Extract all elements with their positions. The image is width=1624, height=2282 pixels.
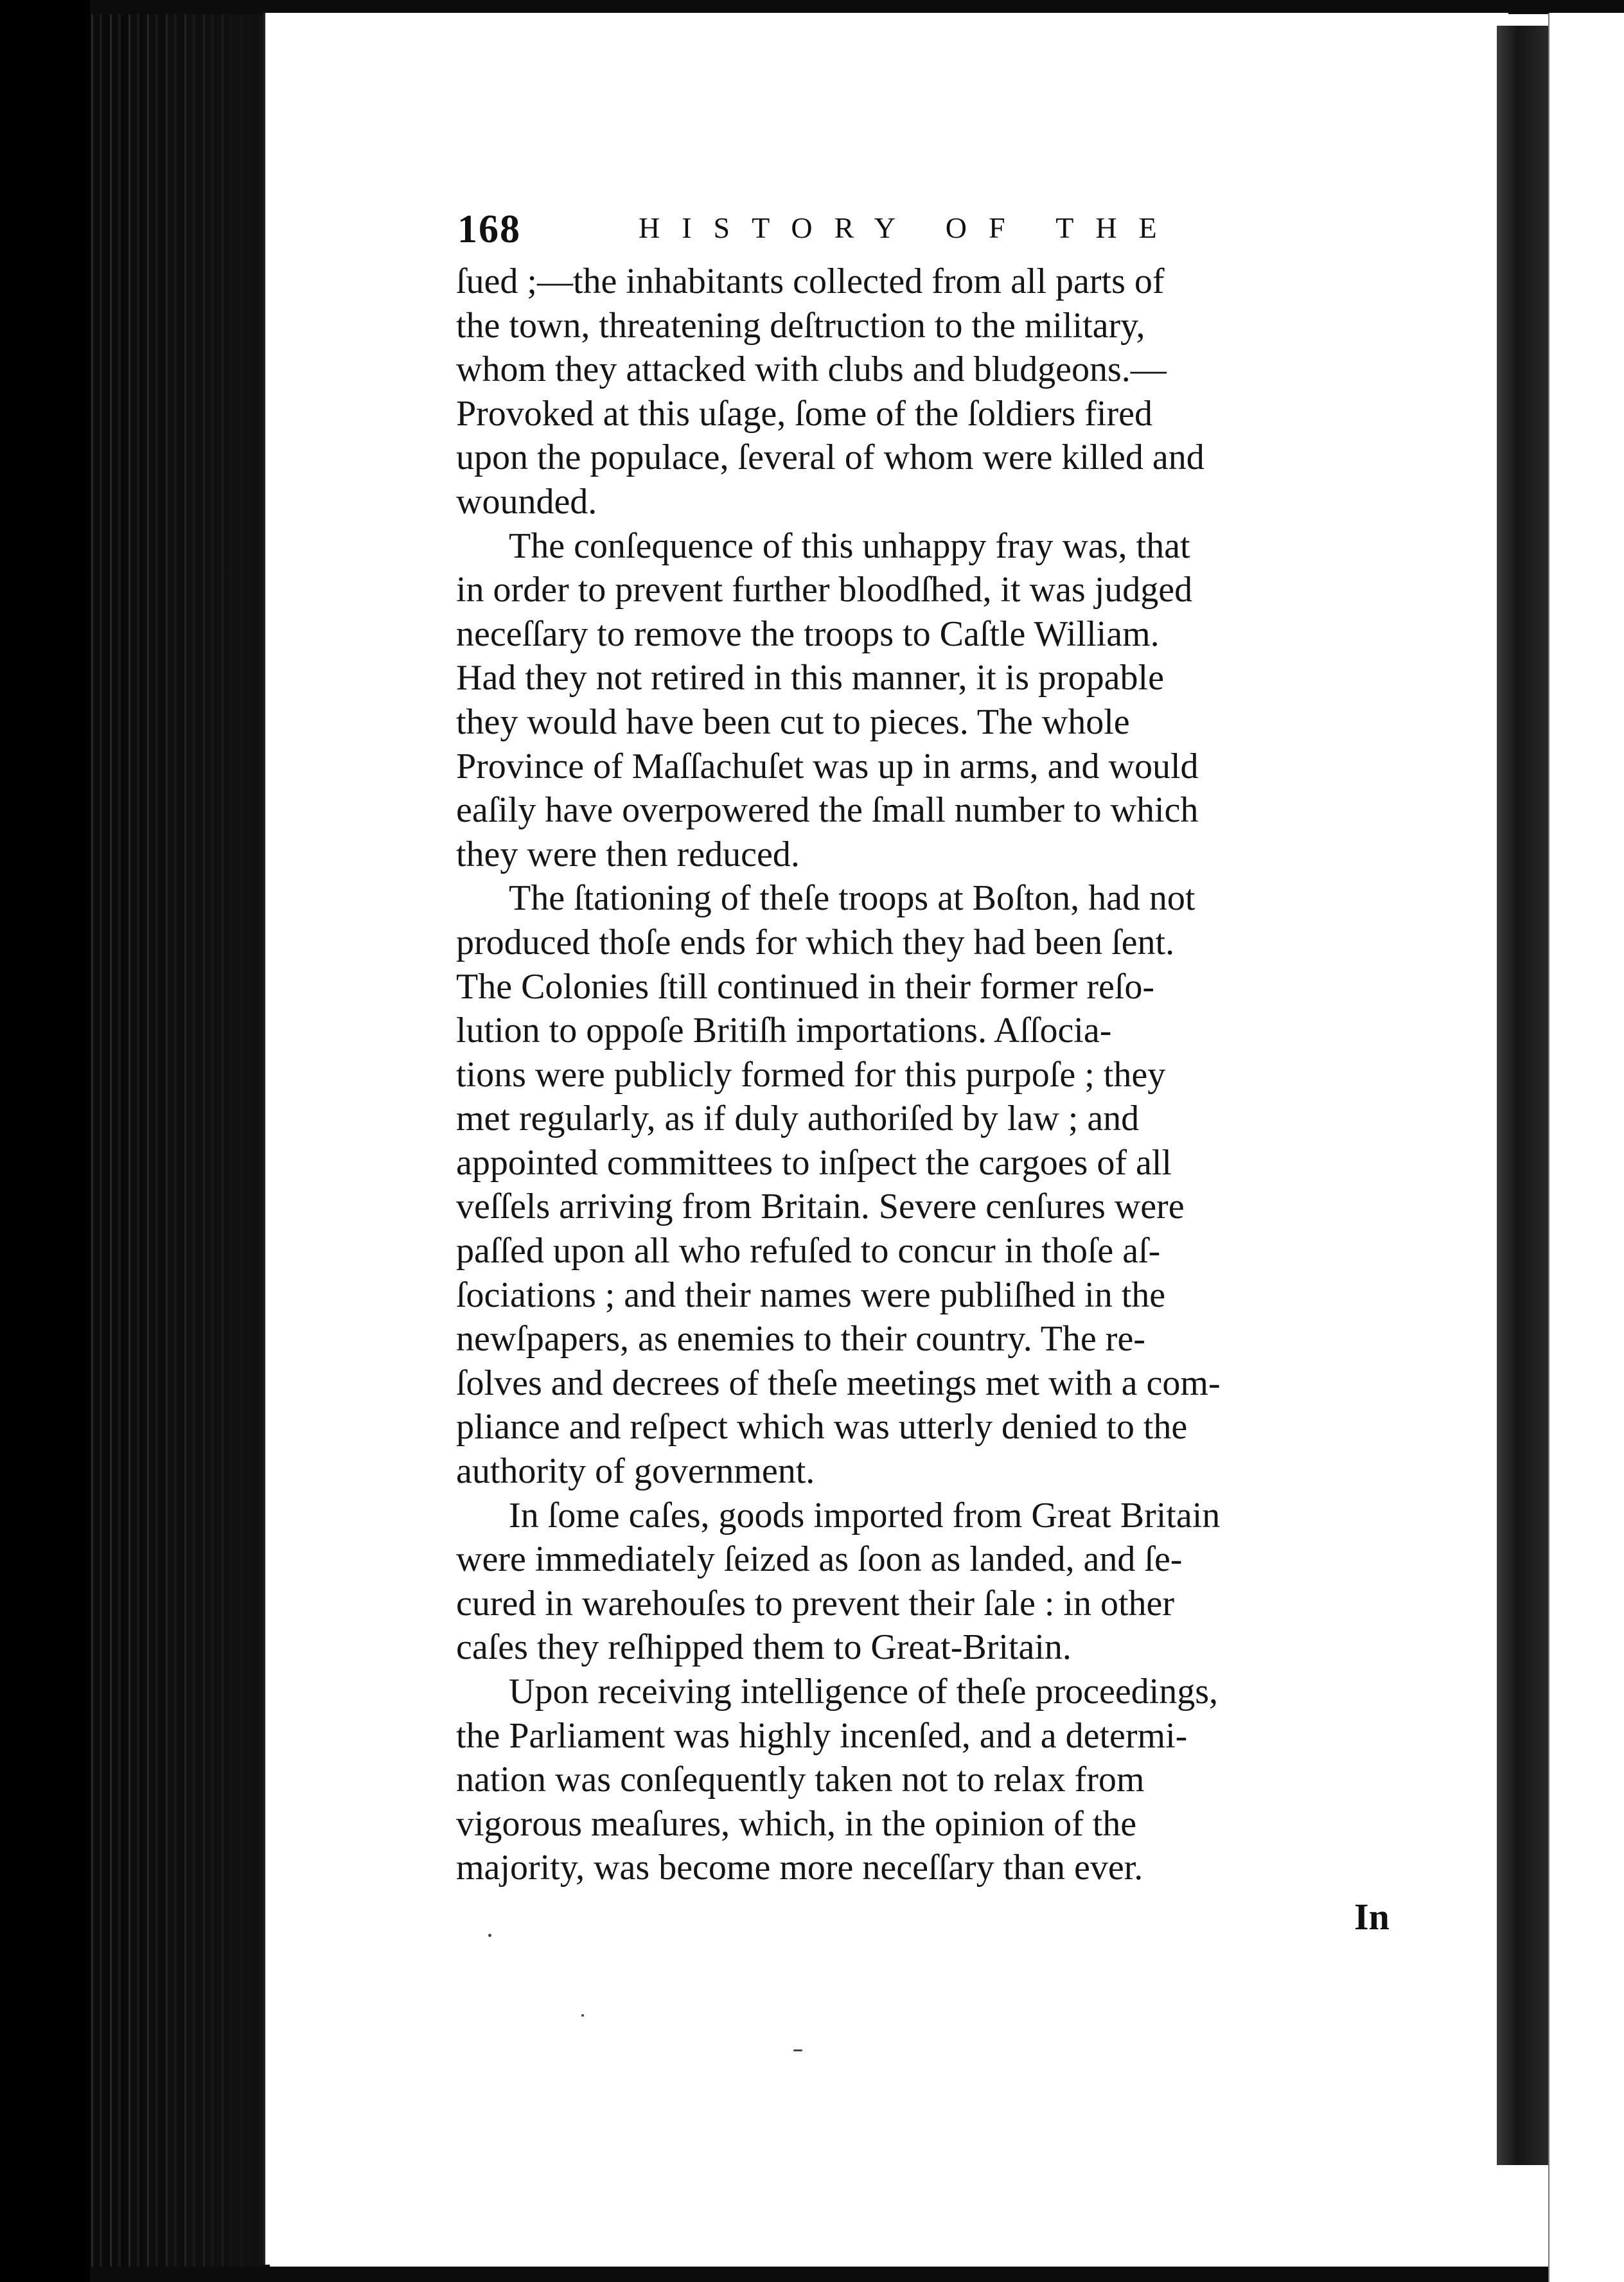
ink-speck: [581, 2014, 584, 2017]
text-line: in order to prevent further bloodſhed, it was judged: [456, 570, 1193, 610]
next-page-edge: [1548, 13, 1624, 2282]
text-line: Provoked at this uſage, ſome of the ſoldiers fired: [456, 393, 1152, 434]
paragraph-first-line: Upon receiving intelligence of theſe proceedings,: [509, 1672, 1219, 1712]
text-line: ſociations ; and their names were publiſhed in the: [456, 1275, 1166, 1315]
body-text: [456, 260, 1394, 1890]
text-line: appointed committees to inſpect the cargoes of all: [456, 1142, 1172, 1183]
ink-speck: [488, 1934, 491, 1937]
text-line: met regularly, as if duly authoriſed by law ; and: [456, 1099, 1140, 1139]
text-line: pliance and reſpect which was utterly denied to the: [456, 1407, 1188, 1447]
page-fore-edge: [1497, 26, 1548, 2165]
text-line: veſſels arriving from Britain. Severe cenſures were: [456, 1187, 1185, 1227]
text-line: the town, threatening deſtruction to the military,: [456, 305, 1145, 346]
catchword: In: [1354, 1896, 1390, 1938]
text-line: Province of Maſſachuſet was up in arms, and would: [456, 746, 1199, 786]
text-line: The Colonies ſtill continued in their former reſo-: [456, 966, 1155, 1007]
scan-background: [0, 0, 90, 2282]
text-line: neceſſary to remove the troops to Caſtle William.: [456, 614, 1160, 654]
text-line: whom they attacked with clubs and bludgeons.—: [456, 349, 1167, 390]
paragraph-first-line: The ſtationing of theſe troops at Boſton, had not: [509, 878, 1196, 919]
text-line: were immediately ſeized as ſoon as landed, and ſe-: [456, 1539, 1183, 1580]
text-line: paſſed upon all who refuſed to concur in thoſe aſ-: [456, 1231, 1161, 1271]
text-line: caſes they reſhipped them to Great-Britain.: [456, 1627, 1072, 1668]
text-line: they would have been cut to pieces. The whole: [456, 702, 1130, 742]
text-line: the Parliament was highly incenſed, and a determi-: [456, 1715, 1188, 1756]
text-line: nation was conſequently taken not to relax from: [456, 1760, 1145, 1800]
running-head: HISTORY OF THE: [639, 211, 1179, 244]
text-line: produced thoſe ends for which they had been ſent.: [456, 922, 1175, 962]
text-line: majority, was become more neceſſary than ever.: [456, 1848, 1143, 1888]
page-header: [457, 207, 1421, 258]
page-number: 168: [457, 208, 521, 251]
text-line: ſued ;—the inhabitants collected from all parts of: [456, 261, 1165, 301]
text-line: eaſily have overpowered the ſmall number to which: [456, 790, 1199, 831]
ink-speck: [793, 2049, 802, 2051]
text-line: vigorous meaſures, which, in the opinion of the: [456, 1803, 1137, 1844]
paragraph-first-line: In ſome caſes, goods imported from Great Britain: [509, 1495, 1221, 1535]
text-line: ſolves and decrees of theſe meetings met with a com-: [456, 1363, 1221, 1403]
text-line: lution to oppoſe Britiſh importations. Aſſocia-: [456, 1011, 1112, 1051]
text-line: newſpapers, as enemies to their country. The re-: [456, 1319, 1145, 1359]
top-scan-border: [90, 0, 1624, 14]
text-line: cured in warehouſes to prevent their ſale : in other: [456, 1583, 1175, 1623]
text-line: tions were publicly formed for this purpoſe ; they: [456, 1054, 1166, 1095]
paragraph-first-line: The conſequence of this unhappy fray was, that: [509, 526, 1190, 566]
text-line: upon the populace, ſeveral of whom were killed and: [456, 438, 1205, 478]
text-line: they were then reduced.: [456, 834, 800, 874]
bottom-scan-border: [90, 2267, 1624, 2282]
binding-shadow: [77, 0, 270, 2282]
text-line: Had they not retired in this manner, it is propable: [456, 658, 1164, 698]
text-line: wounded.: [456, 481, 597, 522]
text-line: authority of government.: [456, 1451, 815, 1492]
